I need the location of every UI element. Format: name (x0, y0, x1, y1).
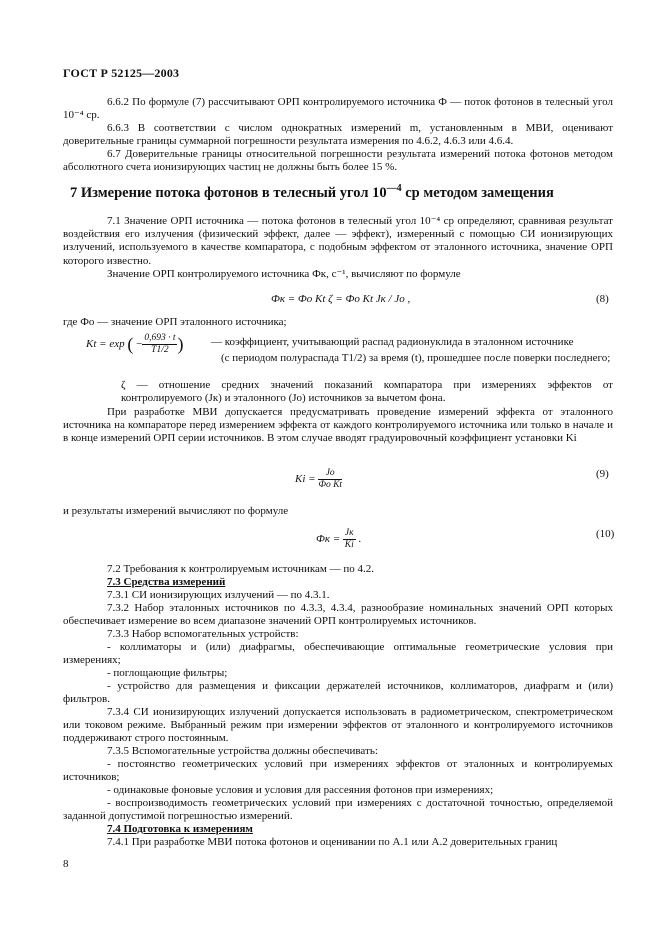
paragraph-7-1: 7.1 Значение ОРП источника — потока фотонов в телесный угол 10⁻⁴ ср определяют, сравнивая результат воздействия его излучения (физический эффект, далее — эффект), измеренный с помощью СИ ионизирующих излучений, используемого в качестве компаратора, с подобным эффектом от эталонного источника, значение ОРП которого известно. (63, 215, 613, 267)
heading-7-3 (63, 576, 613, 589)
kt-fraction (142, 333, 177, 356)
kt-numerator: 0,693 · t (144, 333, 176, 343)
equation-9-number: (9) (596, 468, 609, 480)
equation-9-denominator: Фо Kt (318, 480, 343, 490)
paragraph-7-3-3: 7.3.3 Набор вспомогательных устройств: (107, 628, 299, 640)
equation-9-fraction (318, 468, 342, 491)
equation-9-numerator: Jо (318, 468, 342, 480)
paragraph-7-3-4: 7.3.4 СИ ионизирующих излучений допускается использовать в радиометрическом, спектрометрическом или токовом режиме. Выбранный режим при измерении эффектов от эталонного и контролируемого источников поддерживают строго постоянным. (63, 706, 613, 745)
paragraph-7-3-2: 7.3.2 Набор эталонных источников по 4.3.3, 4.3.4, разнообразие номинальных значений ОРП которых обеспечивает измерение во всем диапазоне значений ОРП контролируемых источников. (63, 602, 613, 628)
equation-10-numerator: Jк (344, 528, 354, 538)
paragraph-results: и результаты измерений вычисляют по формуле (63, 505, 289, 517)
paragraph-7-1-formula-intro: Значение ОРП контролируемого источника Фк, с⁻¹, вычисляют по формуле (107, 268, 461, 280)
paragraph-7-4-1: 7.4.1 При разработке МВИ потока фотонов и оценивании по А.1 или А.2 доверительных границ (107, 836, 558, 848)
list-item-geometry-constancy: - постоянство геометрических условий при измерениях эффектов от эталонных и контролируемых источников; (63, 758, 613, 784)
equation-9 (295, 468, 342, 491)
list-item-filters: - поглощающие фильтры; (107, 667, 228, 679)
equation-8-number: (8) (596, 293, 609, 305)
heading-7-3-text: 7.3 Средства измерений (107, 576, 226, 588)
list-item-holder-device: - устройство для размещения и фиксации держателей источников, коллиматоров, диафрагм и (или) фильтров. (63, 680, 613, 706)
paragraph-7-3-5: 7.3.5 Вспомогательные устройства должны обеспечивать: (107, 745, 378, 757)
equation-10-denominator: Ki (344, 540, 354, 550)
equation-10-number: (10) (596, 528, 615, 540)
paragraph-mvi: При разработке МВИ допускается предусматривать проведение измерений эффекта от эталонного источника на компараторе перед измерением эффекта от каждого контролируемого источника или только в начале и в конце измерений ОРП серии источников. В этом случае вводят градуировочный коэффициент установки Ki (63, 406, 613, 445)
heading-7-4-text: 7.4 Подготовка к измерениям (107, 823, 253, 835)
list-item-background-conditions: - одинаковые фоновые условия и условия для рассеяния фотонов при измерениях; (107, 784, 494, 796)
equation-10-lhs: Фк = (316, 533, 341, 546)
kt-definition: Kt = exp ( − $\frac{0,693 \cdot t}{T1/2}$ ) (86, 333, 184, 355)
section-7-title-suffix: ср методом замещения (401, 184, 554, 201)
where-phi-o: где Фо — значение ОРП эталонного источника; (63, 316, 287, 328)
list-item-collimators: - коллиматоры и (или) диафрагмы, обеспечивающие оптимальные геометрические условия при измерениях; (63, 641, 613, 667)
kt-description-continued: (с периодом полураспада T1/2) за время (t), прошедшее после поверки последнего; (221, 352, 611, 364)
equation-8: Фк = Фо Kt ζ = Фо Kt Jк / Jо , (271, 293, 411, 305)
section-7-title (70, 183, 630, 202)
paragraph-7-2: 7.2 Требования к контролируемым источникам — по 4.2. (107, 563, 374, 575)
paragraph-6-7: 6.7 Доверительные границы относительной погрешности результата измерений потока фотонов методом абсолютного счета ионизирующих частиц не должны быть более 15 %. (63, 148, 613, 174)
kt-lhs: Kt = exp (86, 338, 125, 351)
equation-10-fraction (343, 528, 356, 551)
page-number: 8 (63, 858, 69, 870)
paragraph-6-6-3: 6.6.3 В соответствии с числом однократных измерений m, установленным в МВИ, оценивают доверительные границы суммарной погрешности результата измерения по 4.6.2, 4.6.3 или 4.6.4. (63, 122, 613, 148)
kt-denominator: T1/2 (151, 345, 169, 355)
document-header: ГОСТ Р 52125—2003 (63, 66, 180, 80)
kt-description: — коэффициент, учитывающий распад радионуклида в эталонном источнике (211, 336, 574, 348)
list-item-reproducibility: - воспроизводимость геометрических условий при измерениях с достаточной точностью, определяемой заданной допустимой погрешностью измерений. (63, 797, 613, 823)
equation-9-lhs: Ki = (295, 473, 316, 486)
paragraph-7-3-1: 7.3.1 СИ ионизирующих излучений — по 4.3.1. (107, 589, 330, 601)
equation-10: Фк = $\frac{Jк}{Ki}$ . (316, 528, 362, 550)
section-7-title-exponent: —4 (386, 183, 402, 194)
heading-7-4 (63, 823, 613, 836)
paragraph-6-6-2: 6.6.2 По формуле (7) рассчитывают ОРП контролируемого источника Ф — поток фотонов в телесный угол 10⁻⁴ ср. (63, 96, 613, 122)
zeta-description: ζ — отношение средних значений показаний компаратора при измерениях эффектов от контролируемого (Jк) и эталонного (Jо) источников за вычетом фона. (121, 379, 613, 405)
section-7-title-text: 7 Измерение потока фотонов в телесный угол 10 (70, 184, 387, 201)
